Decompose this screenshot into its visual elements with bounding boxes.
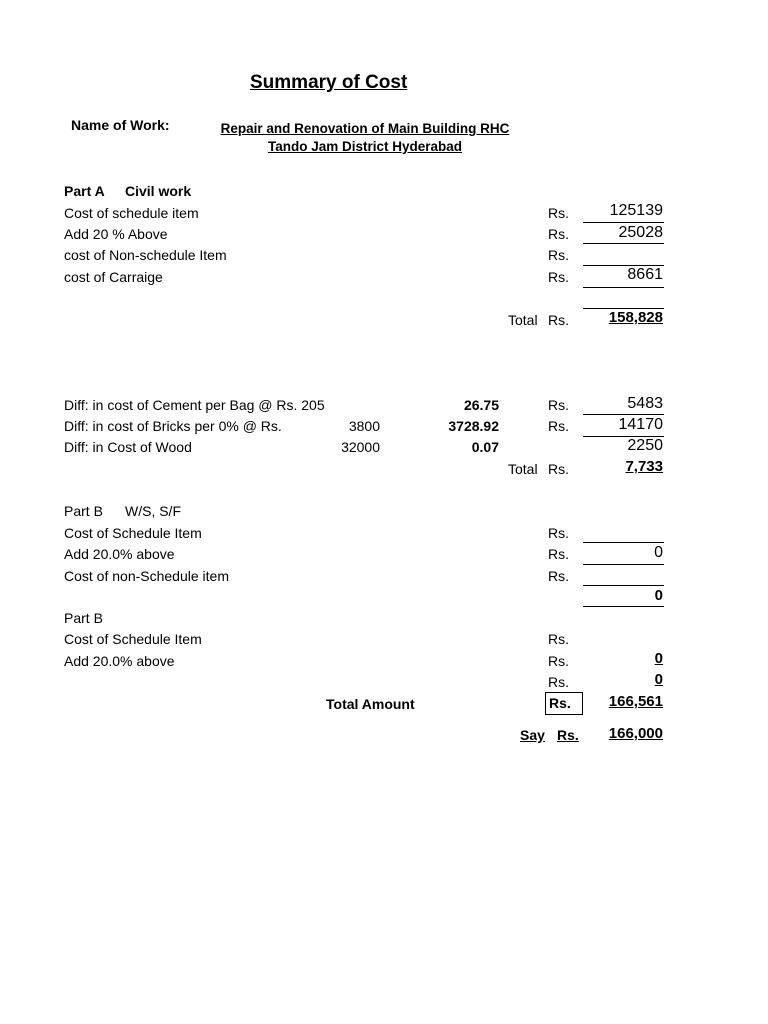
total-amount-label: Total Amount (326, 696, 415, 712)
part-a-row-label: cost of Non-schedule Item (64, 247, 227, 263)
currency-label: Rs. (548, 269, 569, 285)
diff-row-factor: 3728.92 (448, 418, 499, 434)
diff-row-factor: 26.75 (463, 397, 499, 413)
underline (583, 287, 664, 288)
name-of-work-line1: Repair and Renovation of Main Building RHC (220, 121, 510, 136)
diff-row-value: 2250 (627, 437, 663, 454)
currency-label: Rs. (548, 312, 569, 328)
currency-label: Rs. (548, 226, 569, 242)
part-b-total-value: 0 (654, 587, 663, 604)
diff-row-value: 5483 (627, 395, 663, 412)
part-a-label: Part A (64, 183, 105, 199)
say-label: Say (520, 727, 545, 743)
part-b2-row-label: Add 20.0% above (64, 653, 175, 669)
underline (583, 606, 664, 607)
say-value: 166,000 (608, 725, 663, 742)
total-amount-currency: Rs. (549, 695, 571, 711)
currency-label: Rs. (548, 397, 569, 413)
underline (583, 222, 664, 223)
diff-row-factor: 0.07 (471, 439, 499, 455)
underline (583, 414, 664, 415)
currency-label: Rs. (548, 525, 569, 541)
diff-row-rate: 32000 (341, 439, 380, 455)
diff-row-rate: 3800 (348, 418, 380, 434)
part-b-name: W/S, S/F (125, 503, 181, 519)
underline (583, 585, 664, 586)
currency-label: Rs. (548, 546, 569, 562)
part-a-total-value: 158,828 (608, 309, 663, 326)
part-b-row-label: Add 20.0% above (64, 546, 175, 562)
part-b2-row-value: 0 (654, 650, 663, 667)
part-b-row-label: Cost of Schedule Item (64, 525, 202, 541)
part-b-label: Part B (64, 503, 103, 519)
total-label: Total (508, 461, 538, 477)
page-title: Summary of Cost (250, 72, 408, 93)
name-of-work-line2: Tando Jam District Hyderabad (267, 139, 463, 154)
part-b2-label: Part B (64, 610, 103, 626)
part-a-row-label: cost of Carraige (64, 269, 163, 285)
currency-label: Rs. (548, 247, 569, 263)
total-amount-value: 166,561 (608, 693, 663, 710)
currency-label: Rs. (548, 674, 569, 690)
part-b-row-value: 0 (654, 544, 663, 561)
currency-label: Rs. (548, 205, 569, 221)
underline (583, 243, 664, 244)
part-b-row-label: Cost of non-Schedule item (64, 568, 229, 584)
part-a-row-value: 125139 (609, 202, 663, 219)
part-a-name: Civil work (125, 183, 192, 199)
part-a-row-label: Add 20 % Above (64, 226, 168, 242)
part-a-row-value: 25028 (618, 224, 663, 241)
say-currency: Rs. (557, 727, 579, 743)
name-of-work-label: Name of Work: (71, 117, 170, 133)
part-a-row-label: Cost of schedule item (64, 205, 199, 221)
part-b2-row-value: 0 (654, 671, 663, 688)
diff-row-label: Diff: in cost of Cement per Bag @ Rs. 205 (64, 397, 325, 413)
currency-label: Rs. (548, 631, 569, 647)
diff-row-value: 14170 (618, 416, 663, 433)
diff-total-value: 7,733 (625, 458, 663, 475)
currency-label: Rs. (548, 653, 569, 669)
currency-label: Rs. (548, 418, 569, 434)
currency-label: Rs. (548, 568, 569, 584)
part-b2-row-label: Cost of Schedule Item (64, 631, 202, 647)
diff-row-label: Diff: in cost of Bricks per 0% @ Rs. (64, 418, 282, 434)
part-a-row-value: 8661 (627, 266, 663, 283)
diff-row-label: Diff: in Cost of Wood (64, 439, 192, 455)
underline (583, 564, 664, 565)
total-label: Total (508, 312, 538, 328)
currency-label: Rs. (548, 461, 569, 477)
underline (583, 542, 664, 543)
